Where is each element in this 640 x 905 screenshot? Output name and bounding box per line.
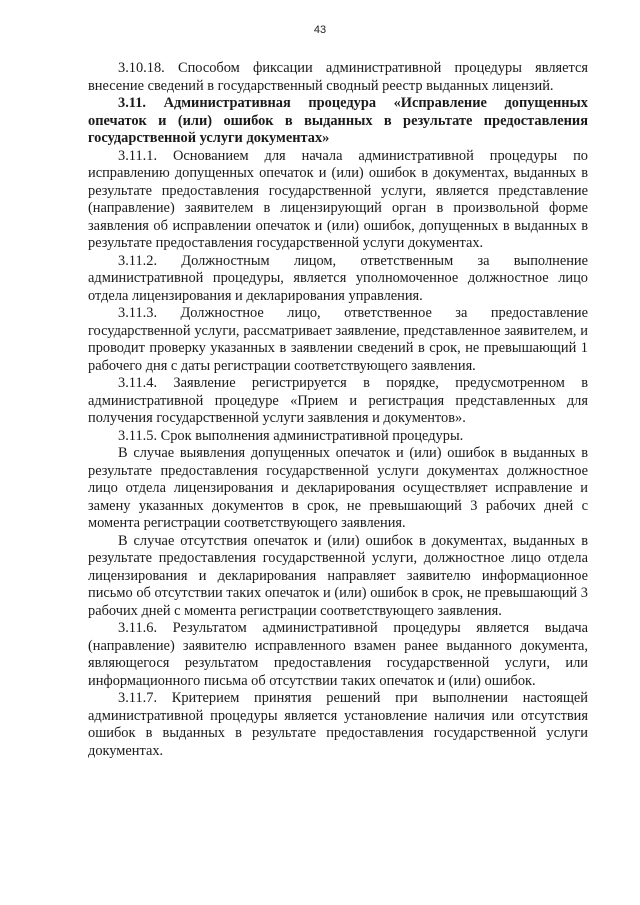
section-heading-3-11: 3.11. Административная процедура «Исправление допущенных опечаток и (или) ошибок в выданных в результате предоставления государственной услуги документах» [88, 95, 588, 146]
paragraph-3-11-5: 3.11.5. Срок выполнения административной процедуры. [118, 427, 464, 444]
paragraph-3-10-18: 3.10.18. Способом фиксации административной процедуры является внесение сведений в государственный сводный реестр выданных лицензий. [88, 60, 588, 94]
paragraph-3-11-3: 3.11.3. Должностное лицо, ответственное за предоставление государственной услуги, рассматривает заявление, представленное заявителем, и проводит проверку указанных в заявлении сведений в срок, не превышающий 1 рабочего дня с даты регистрации соответствующего заявления. [88, 305, 588, 374]
paragraph-no-errors: В случае отсутствия опечаток и (или) ошибок в документах, выданных в результате предоставления государственной услуги, должностное лицо отдела лицензирования и декларирования направляет заявителю информационное письмо об отсутствии таких опечаток и (или) ошибок в срок, не превышающий 3 рабочих дней с момента регистрации соответствующего заявления. [88, 532, 588, 619]
page-number: 43 [313, 24, 327, 36]
paragraph-errors-found: В случае выявления допущенных опечаток и (или) ошибок в выданных в результате предоставления государственной услуги документах должностное лицо отдела лицензирования и декларирования осуществляет исправление и замену указанных документов в срок, не превышающий 3 рабочих дней с момента регистрации соответствующего заявления. [88, 445, 588, 531]
paragraph-3-11-2: 3.11.2. Должностным лицом, ответственным за выполнение административной процедуры, является уполномоченное должностное лицо отдела лицензирования и декларирования управления. [88, 252, 588, 304]
document-body [88, 60, 588, 760]
paragraph-3-11-1: 3.11.1. Основанием для начала административной процедуры по исправлению допущенных опечаток и (или) ошибок в документах, выданных в результате предоставления государственной услуги, является представление (направление) заявителем в лицензирующий орган в произвольной форме заявления об исправлении опечаток и (или) ошибок, допущенных в выданных в результате предоставления государственной услуги документах. [88, 147, 588, 251]
paragraph-3-11-4: 3.11.4. Заявление регистрируется в порядке, предусмотренном в административной процедуре «Прием и регистрация представленных для получения государственной услуги заявления и документов». [88, 375, 588, 426]
paragraph-3-11-6: 3.11.6. Результатом административной процедуры является выдача (направление) заявителю исправленного взамен ранее выданного документа, являющегося результатом предоставления государственной услуги, или информационного письма об отсутствии таких опечаток и (или) ошибок. [88, 620, 588, 689]
paragraph-3-11-7: 3.11.7. Критерием принятия решений при выполнении настоящей административной процедуры является установление наличия или отсутствия ошибок в выданных в результате предоставления государственной услуги документах. [88, 690, 588, 759]
